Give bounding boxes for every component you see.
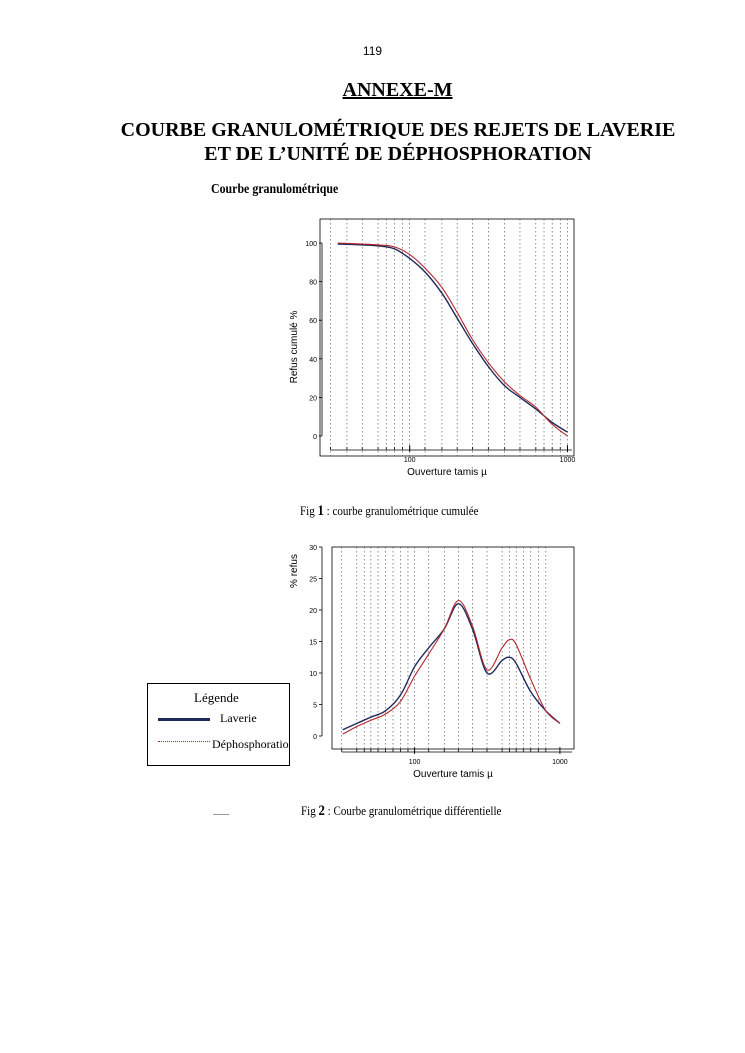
fig1-caption-text: : courbe granulométrique cumulée [323,503,479,518]
x-tick-label: 1000 [552,759,568,766]
y-tick-label: 60 [309,318,317,326]
y-tick-label: 15 [309,639,317,647]
fig2-caption-text: : Courbe granulométrique différentielle [324,803,502,818]
y-tick-label: 80 [309,279,317,287]
y-axis-title: % refus [289,554,300,588]
y-tick-label: 25 [309,576,317,584]
y-tick-label: 5 [313,702,317,710]
fig1-caption-number: 1 [317,503,324,519]
y-axis-title: Refus cumulé % [289,310,300,384]
y-tick-label: 10 [309,671,317,678]
fig2-caption [301,803,501,820]
stray-mark [213,814,229,815]
page-title: COURBE GRANULOMÉTRIQUE DES REJETS DE LAVERIE ET DE L’UNITÉ DE DÉPHOSPHORATION [120,119,676,165]
annex-title: ANNEXE-M [342,79,453,101]
x-tick-label: 1000 [559,457,576,464]
y-tick-label: 20 [309,395,317,403]
fig1-caption-prefix: Fig [300,503,318,518]
x-axis-title: Ouverture tamis µ [413,769,493,780]
x-tick-label: 100 [403,457,416,464]
legend-title: Légende [194,690,239,705]
series-line-laverie [343,604,560,730]
fig2-caption-prefix: Fig [301,803,319,818]
fig1-caption [300,503,479,520]
y-tick-label: 100 [305,241,317,248]
legend [147,683,290,766]
y-tick-label: 30 [309,545,317,552]
y-tick-label: 0 [313,734,317,741]
figure-header: Courbe granulométrique [211,182,339,197]
y-tick-label: 40 [309,356,317,364]
legend-laverie-label: Laverie [220,711,257,725]
x-tick-label: 100 [408,759,421,766]
x-axis-title: Ouverture tamis µ [407,467,487,478]
page-number: 119 [362,44,383,58]
fig2-caption-number: 2 [318,803,325,819]
legend-dephos-swatch [158,741,210,742]
series-line-dephosphoration [343,600,560,734]
legend-dephos-label: Déphosphoratio [212,737,289,751]
y-tick-label: 20 [309,608,317,615]
legend-laverie-swatch [158,718,210,721]
y-tick-label: 0 [313,434,317,441]
